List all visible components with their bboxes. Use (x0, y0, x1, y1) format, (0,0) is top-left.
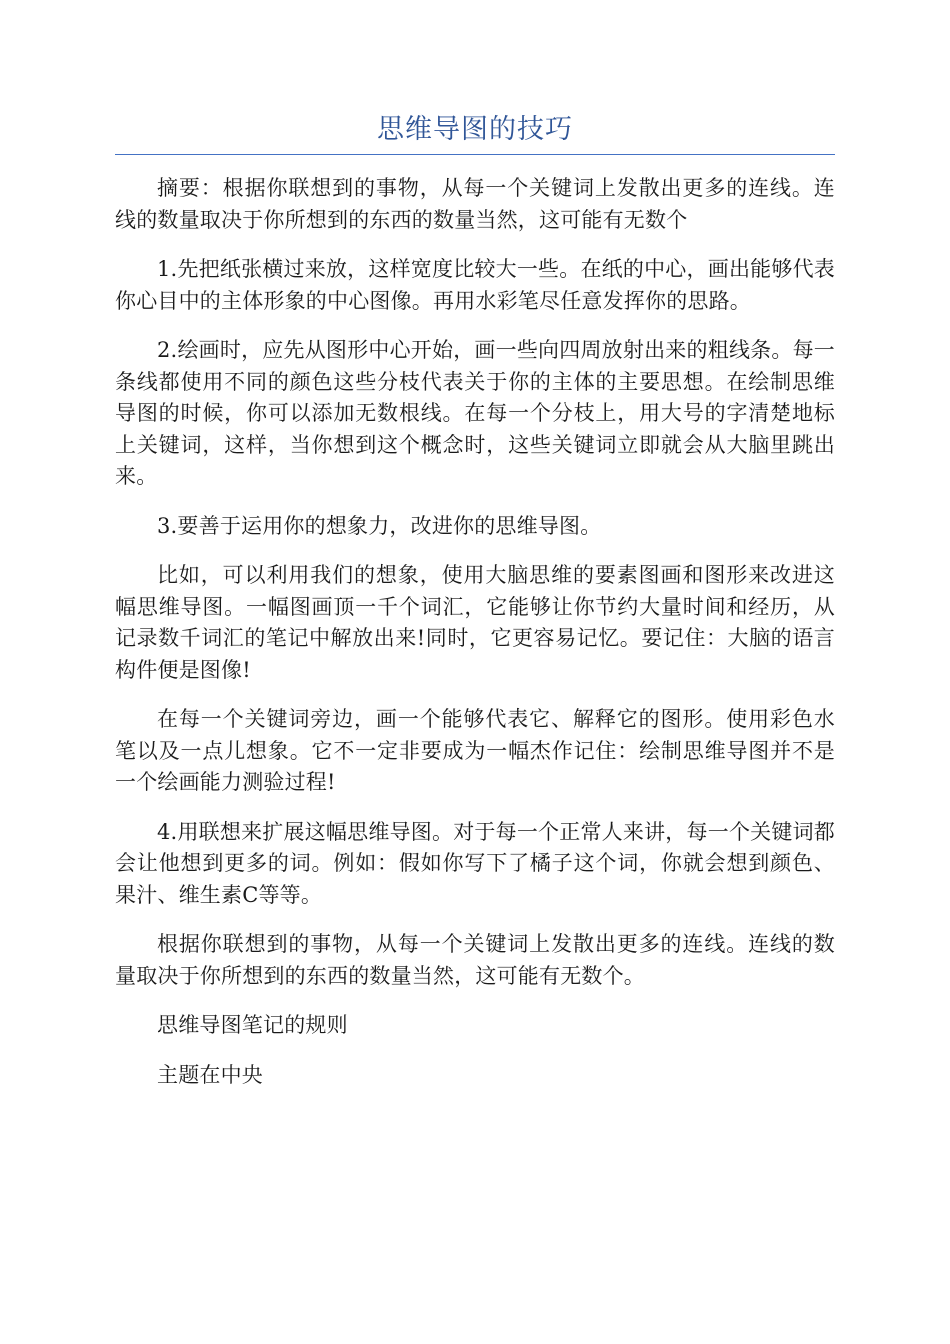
title-underline (115, 154, 835, 155)
rules-heading: 思维导图笔记的规则 (157, 1013, 348, 1037)
abstract-paragraph: 摘要：根据你联想到的事物，从每一个关键词上发散出更多的连线。连线的数量取决于你所想到的东西的数量当然，这可能有无数个 (115, 176, 835, 232)
document-title: 思维导图的技巧 (377, 114, 573, 145)
document-body (115, 173, 835, 1109)
step-1-paragraph: 1.先把纸张横过来放，这样宽度比较大一些。在纸的中心，画出能够代表你心目中的主体形象的中心图像。再用水彩笔尽任意发挥你的思路。 (115, 257, 835, 313)
step-3-paragraph: 3.要善于运用你的想象力，改进你的思维导图。 (157, 513, 602, 538)
rule-central-topic: 主题在中央 (157, 1062, 263, 1087)
association-paragraph: 根据你联想到的事物，从每一个关键词上发散出更多的连线。连线的数量取决于你所想到的东西的数量当然，这可能有无数个。 (115, 932, 835, 988)
imagination-paragraph: 比如，可以利用我们的想象，使用大脑思维的要素图画和图形来改进这幅思维导图。一幅图画顶一千个词汇，它能够让你节约大量时间和经历，从记录数千词汇的笔记中解放出来!同时，它更容易记忆。要记住：大脑的语言构件便是图像! (115, 563, 835, 682)
keyword-drawing-paragraph: 在每一个关键词旁边，画一个能够代表它、解释它的图形。使用彩色水笔以及一点儿想象。它不一定非要成为一幅杰作记住：绘制思维导图并不是一个绘画能力测验过程! (115, 707, 835, 794)
step-4-paragraph: 4.用联想来扩展这幅思维导图。对于每一个正常人来讲，每一个关键词都会让他想到更多的词。例如：假如你写下了橘子这个词，你就会想到颜色、果汁、维生素C等等。 (115, 819, 835, 907)
step-2-paragraph: 2.绘画时，应先从图形中心开始，画一些向四周放射出来的粗线条。每一条线都使用不同的颜色这些分枝代表关于你的主体的主要思想。在绘制思维导图的时候，你可以添加无数根线。在每一个分枝上，用大号的字清楚地标上关键词，这样，当你想到这个概念时，这些关键词立即就会从大脑里跳出来。 (115, 338, 835, 488)
